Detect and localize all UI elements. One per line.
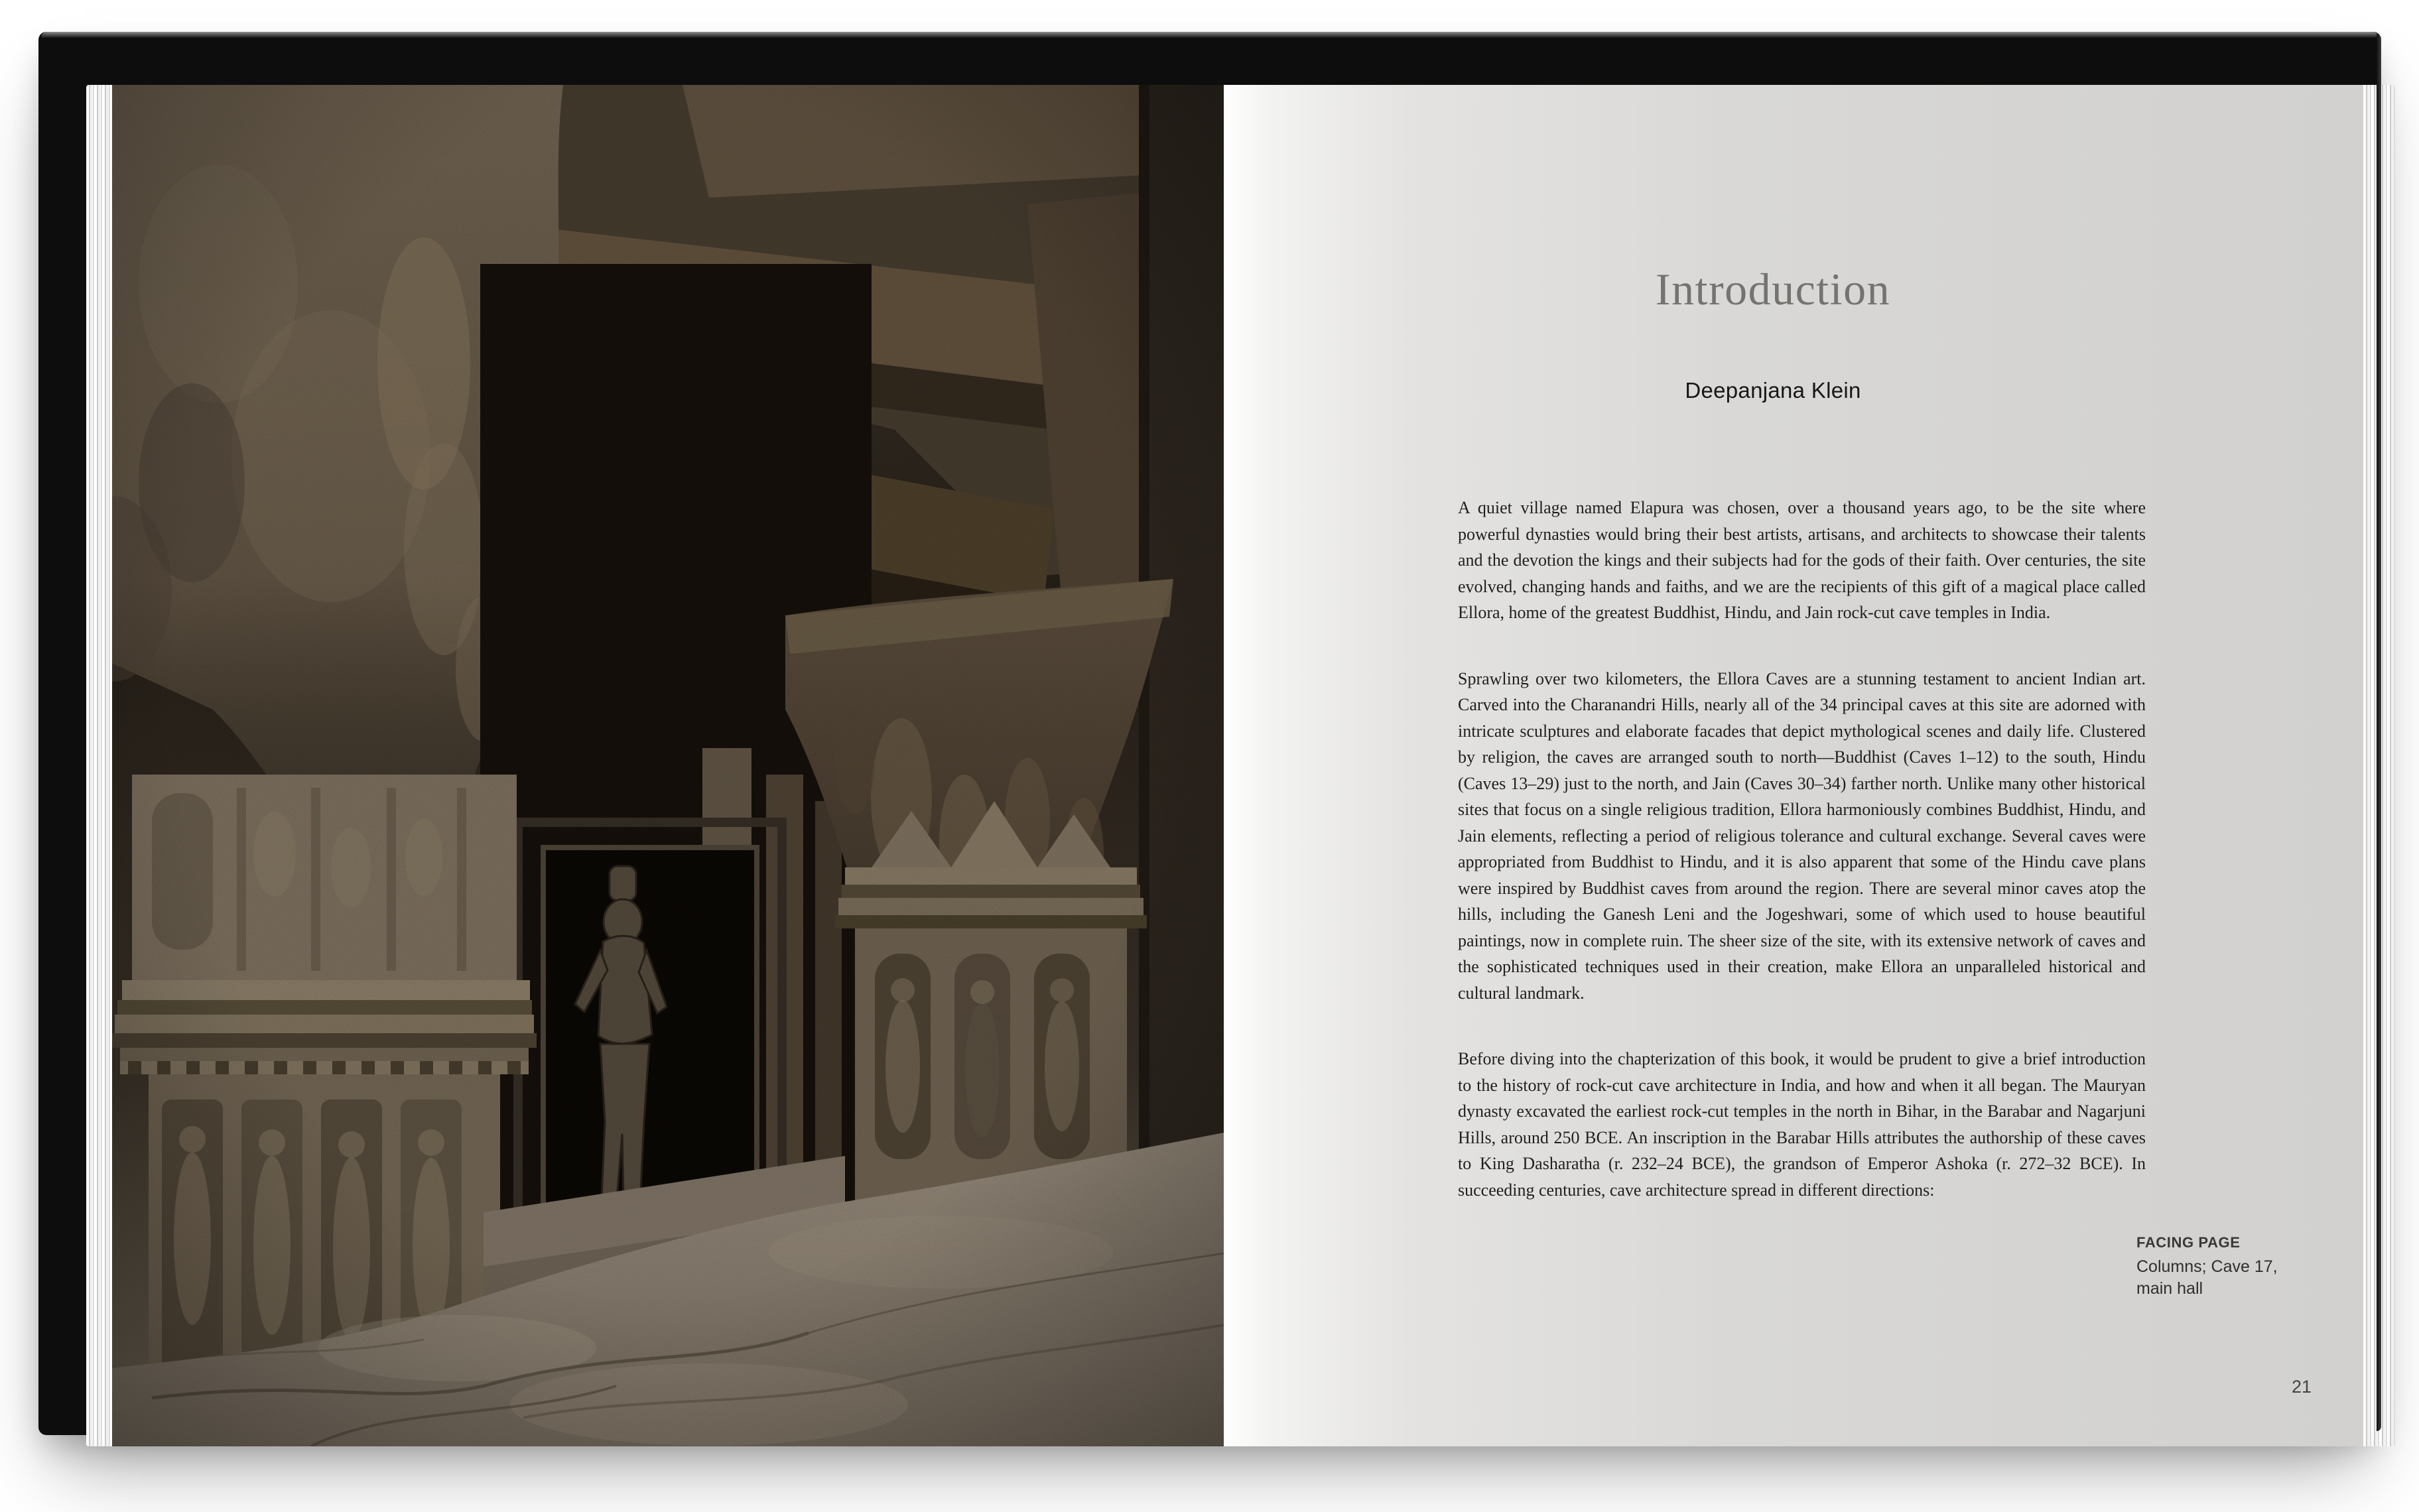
right-page (1224, 85, 2363, 1446)
left-page-photo (112, 85, 1224, 1446)
page-edges-right (2363, 85, 2395, 1446)
body-paragraph: Before diving into the chapterization of this book, it would be prudent to give a brief introduction to the history of rock-cut cave architecture in India, and how and when it all began. The Mauryan dynasty excavated the earliest rock-cut temples in the north in Bihar, in the Barabar and Nagarjuni Hills, around 250 BCE. An inscription in the Barabar Hills attributes the authorship of these caves to King Dasharatha (r. 232–24 BCE), the grandson of Emperor Ashoka (r. 272–32 BCE). In succeeding centuries, cave architecture spread in different directions: (1458, 1049, 2146, 1200)
body-text-column (1458, 495, 2146, 1203)
page-edges-left (86, 85, 112, 1446)
caption-line: main hall (2136, 1279, 2203, 1298)
page-number: 21 (2291, 1377, 2312, 1397)
author-name: Deepanjana Klein (1685, 378, 1861, 403)
cave-photo (112, 85, 1224, 1446)
book-cover (38, 32, 2381, 1435)
body-paragraph: Sprawling over two kilometers, the Ellora Caves are a stunning testament to ancient Indian art. Carved into the Charanandri Hills, nearly all of the 34 principal caves at this site are adorned with intricate sculptures and elaborate facades that depict mythological scenes and daily life. Clustered by religion, the caves are arranged south to north—Buddhist (Caves 1–12) to the south, Hindu (Caves 13–29) just to the north, and Jain (Caves 30–34) farther north. Unlike many other historical sites that focus on a single religious tradition, Ellora harmoniously combines Buddhist, Hindu, and Jain elements, reflecting a period of religious tolerance and cultural exchange. Several caves were appropriated from Buddhist to Hindu, and it is also apparent that some of the Hindu cave plans were inspired by Buddhist caves from around the region. There are several minor caves atop the hills, including the Ganesh Leni and the Jogeshwari, some of which used to house beautiful paintings, now in complete ruin. The sheer size of the site, with its extensive network of caves and the sophisticated techniques used in their creation, make Ellora an unparalleled historical and cultural landmark. (1458, 668, 2146, 1003)
caption-heading: FACING PAGE (2136, 1234, 2241, 1251)
chapter-title: Introduction (1655, 263, 1891, 314)
caption-line: Columns; Cave 17, (2136, 1257, 2278, 1276)
photo-caption (2136, 1234, 2335, 1300)
body-paragraph: A quiet village named Elapura was chosen, over a thousand years ago, to be the site where powerful dynasties would bring their best artists, artisans, and architects to showcase their talents and the devotion the kings and their subjects had for the gods of their faith. Over centuries, the site evolved, changing hands and faiths, and we are the recipients of this gift of a magical place called Ellora, home of the greatest Buddhist, Hindu, and Jain rock-cut cave temples in India. (1458, 498, 2146, 622)
